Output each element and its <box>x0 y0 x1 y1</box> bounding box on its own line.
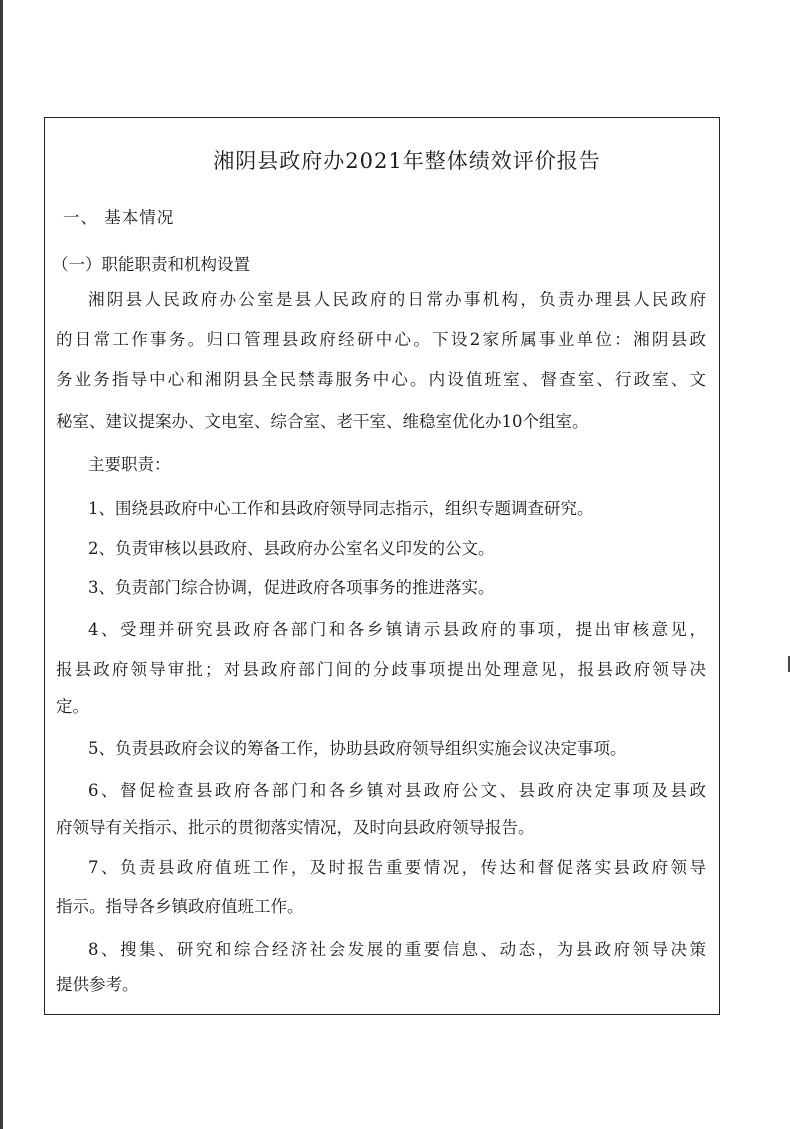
duty-item: 6、督促检查县政府各部门和各乡镇对县政府公文、县政府决定事项及县政 <box>88 781 706 800</box>
duty-item: 报县政府领导审批；对县政府部门间的分歧事项提出处理意见，报县政府领导决 <box>56 660 706 679</box>
section-heading: 一、 基本情况 <box>63 208 175 227</box>
document-frame <box>44 117 720 1015</box>
intro-line: 务业务指导中心和湘阴县全民禁毒服务中心。内设值班室、督查室、行政室、文 <box>56 370 706 389</box>
margin-mark <box>788 656 790 672</box>
intro-line: 秘室、建议提案办、文电室、综合室、老干室、维稳室优化办10个组室。 <box>56 412 589 431</box>
duty-item: 府领导有关指示、批示的贯彻落实情况，及时向县政府领导报告。 <box>56 818 535 837</box>
duty-item: 8、搜集、研究和综合经济社会发展的重要信息、动态，为县政府领导决策 <box>88 940 706 959</box>
duty-item: 4、受理并研究县政府各部门和各乡镇请示县政府的事项，提出审核意见， <box>88 620 706 639</box>
duty-item: 7、负责县政府值班工作，及时报告重要情况，传达和督促落实县政府领导 <box>88 858 706 877</box>
scan-left-edge <box>0 0 3 1129</box>
duty-item: 3、负责部门综合协调，促进政府各项事务的推进落实。 <box>88 578 495 597</box>
intro-line: 的日常工作事务。归口管理县政府经研中心。下设2家所属事业单位：湘阴县政 <box>56 330 706 349</box>
duty-item: 指示。指导各乡镇政府值班工作。 <box>56 897 304 916</box>
subsection-heading: （一）职能职责和机构设置 <box>52 255 250 274</box>
duties-heading: 主要职责： <box>88 455 171 474</box>
duty-item: 定。 <box>56 697 89 716</box>
duty-item: 5、负责县政府会议的筹备工作，协助县政府领导组织实施会议决定事项。 <box>88 739 627 758</box>
duty-item: 提供参考。 <box>56 975 139 994</box>
document-title: 湘阴县政府办2021年整体绩效评价报告 <box>213 149 601 173</box>
duty-item: 1、围绕县政府中心工作和县政府领导同志指示，组织专题调查研究。 <box>88 499 594 518</box>
intro-line: 湘阴县人民政府办公室是县人民政府的日常办事机构，负责办理县人民政府 <box>88 290 706 309</box>
duty-item: 2、负责审核以县政府、县政府办公室名义印发的公文。 <box>88 539 495 558</box>
